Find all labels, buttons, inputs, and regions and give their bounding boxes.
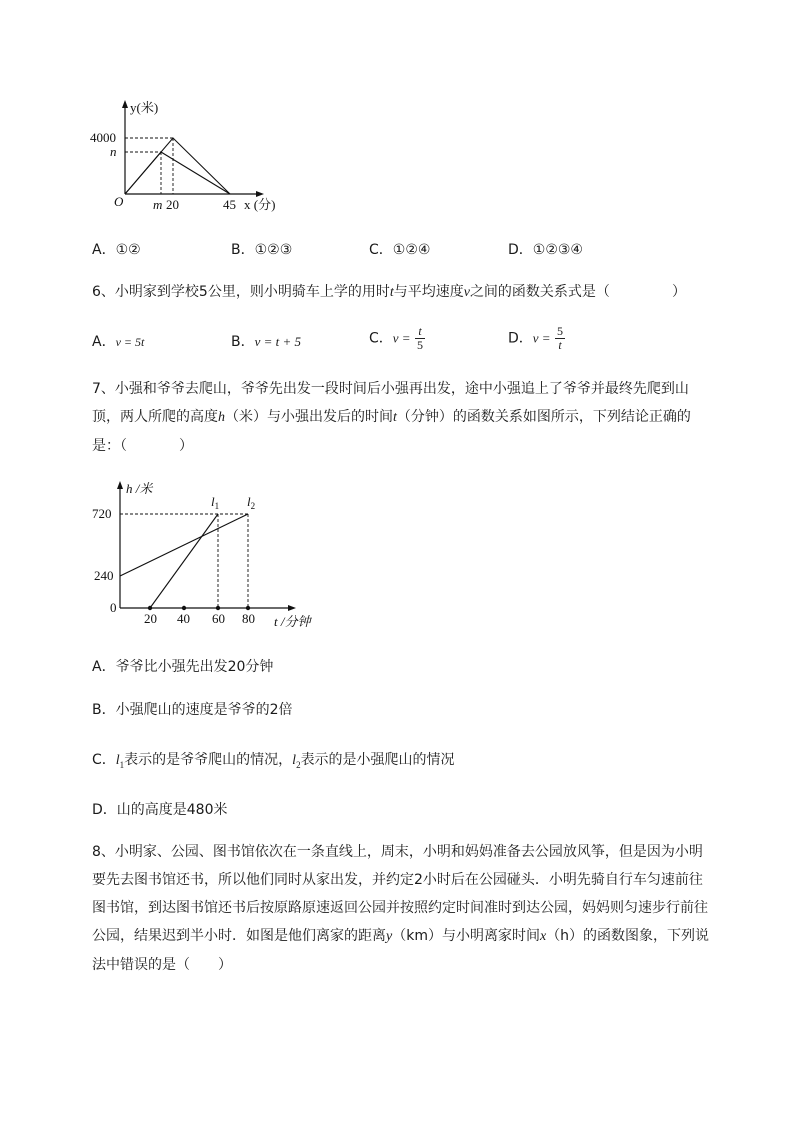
graph2-tick-40: 40 bbox=[177, 611, 190, 626]
graph2-tick-60: 60 bbox=[212, 611, 225, 626]
graph1-y-label: y(米) bbox=[130, 100, 159, 115]
graph1-origin: O bbox=[114, 194, 124, 209]
graph-height-time bbox=[88, 478, 328, 636]
q6-option-b-expr: v = t + 5 bbox=[254, 334, 302, 349]
graph2-x-label: t /分钟 bbox=[274, 614, 311, 629]
q6-stem-b: 与平均速度 bbox=[393, 284, 464, 300]
graph2-y-label-text: h /米 bbox=[126, 481, 153, 496]
q5-option-a-letter: A． bbox=[92, 242, 116, 258]
graph1-tick-4000: 4000 bbox=[90, 130, 116, 145]
tick-dot-20 bbox=[148, 606, 152, 610]
graph2-tick-80: 80 bbox=[242, 611, 255, 626]
line-outbound-return bbox=[125, 138, 230, 194]
q6-option-c-num: t bbox=[415, 325, 425, 339]
q7-line2: 顶，两人所爬的高度h（米）与小强出发后的时间t（分钟）的函数关系如图所示，下列结论正确的 bbox=[92, 409, 691, 425]
q6-option-c-den: 5 bbox=[417, 338, 424, 352]
line-l1 bbox=[150, 514, 218, 608]
q5-option-b-letter: B． bbox=[231, 242, 255, 258]
y-axis-arrow bbox=[117, 481, 123, 489]
q7-option-a[interactable]: A．爷爷比小强先出发20分钟 bbox=[92, 659, 274, 675]
q7-line1: 7、小强和爷爷去爬山，爷爷先出发一段时间后小强再出发，途中小强追上了爷爷并最终先爬到山 bbox=[92, 381, 689, 397]
graph-distance-time bbox=[80, 98, 290, 218]
q6-option-d-den: t bbox=[558, 338, 562, 352]
q7-stem bbox=[92, 375, 752, 460]
q7-var-t: t bbox=[393, 410, 397, 425]
q8-line1: 8、小明家、公园、图书馆依次在一条直线上，周末，小明和妈妈准备去公园放风筝，但是因为小明 bbox=[92, 844, 703, 860]
q8-var-x: x bbox=[539, 929, 547, 944]
q6-stem-a: 6、小明家到学校5公里，则小明骑车上学的用时 bbox=[92, 284, 390, 300]
line-l2 bbox=[120, 514, 248, 576]
q6-option-c-fraction bbox=[415, 325, 425, 352]
q6-var-v: v bbox=[463, 285, 470, 300]
q6-stem-c: 之间的函数关系式是（ bbox=[469, 284, 610, 300]
q5-option-d-letter: D． bbox=[508, 242, 533, 258]
line-second-path bbox=[125, 152, 230, 194]
q7-option-c-l1: $l_1$ bbox=[115, 753, 125, 770]
tick-dot-80 bbox=[246, 606, 250, 610]
q7-option-c[interactable]: C．$l_1$表示的是爷爷爬山的情况，$l_2$表示的是小强爬山的情况 bbox=[92, 752, 455, 770]
q8-line4: 公园，结果迟到半小时．如图是他们离家的距离y（km）与小明离家时间x（h）的函数图象，下列说 bbox=[92, 928, 710, 944]
graph2-tick-240: 240 bbox=[94, 568, 114, 583]
q5-option-b[interactable] bbox=[231, 240, 292, 260]
q6-option-a-expr: v = 5t bbox=[115, 335, 145, 349]
tick-dot-60 bbox=[216, 606, 220, 610]
q7-line3: 是：（ ） bbox=[92, 438, 193, 454]
q8-stem bbox=[92, 838, 752, 979]
q5-option-a[interactable] bbox=[92, 240, 141, 260]
graph2-tick-720: 720 bbox=[92, 506, 112, 521]
q5-option-a-text: ①② bbox=[115, 242, 141, 258]
graph2-origin: 0 bbox=[110, 600, 117, 615]
graph2-y-label bbox=[126, 481, 153, 496]
graph1-tick-n: n bbox=[110, 144, 117, 159]
q7-var-h: h bbox=[218, 410, 225, 425]
q8-line3: 图书馆，到达图书馆还书后按原路原速返回公园并按照约定时间准时到达公园，妈妈则匀速步行前往 bbox=[92, 900, 708, 916]
q6-option-c-lhs: v = bbox=[392, 330, 411, 346]
q6-option-d-lhs: v = bbox=[532, 330, 551, 346]
q7-option-d[interactable]: D．山的高度是480米 bbox=[92, 802, 228, 818]
q6-option-c[interactable] bbox=[369, 325, 425, 352]
x-axis-arrow bbox=[288, 605, 296, 611]
q6-option-c-letter: C． bbox=[369, 330, 393, 347]
graph1-tick-20: 20 bbox=[166, 197, 179, 212]
tick-dot-40 bbox=[182, 606, 186, 610]
q5-option-c-text: ①②④ bbox=[392, 242, 431, 258]
q6-option-b-letter: B． bbox=[231, 334, 255, 350]
graph2-label-l1: $l_1$ bbox=[211, 494, 220, 511]
q7-option-b[interactable]: B．小强爬山的速度是爷爷的2倍 bbox=[92, 702, 293, 718]
q6-option-a-letter: A． bbox=[92, 334, 116, 350]
q6-option-d-letter: D． bbox=[508, 330, 533, 347]
q6-var-t: t bbox=[389, 285, 394, 300]
graph2-tick-20: 20 bbox=[144, 611, 157, 626]
q5-option-b-text: ①②③ bbox=[254, 242, 293, 258]
q6-stem-end: ） bbox=[671, 284, 686, 300]
q5-option-c[interactable] bbox=[369, 240, 430, 260]
q5-option-c-letter: C． bbox=[369, 242, 393, 258]
q5-option-d-text: ①②③④ bbox=[532, 242, 583, 258]
q6-option-b[interactable] bbox=[231, 332, 301, 352]
graph1-tick-45: 45 bbox=[223, 197, 236, 212]
q7-option-c-l2: $l_2$ bbox=[292, 753, 301, 770]
graph1-tick-m: m bbox=[153, 197, 163, 212]
graph1-x-label: x (分) bbox=[244, 197, 276, 212]
y-axis-arrow bbox=[122, 100, 128, 108]
graph2-label-l2: $l_2$ bbox=[247, 494, 256, 511]
q5-option-d[interactable] bbox=[508, 240, 583, 260]
q6-option-d-fraction bbox=[555, 325, 565, 352]
q6-option-a[interactable] bbox=[92, 332, 144, 352]
q8-line5: 法中错误的是（ ） bbox=[92, 957, 232, 973]
q8-line2: 要先去图书馆还书，所以他们同时从家出发，并约定2小时后在公园碰头．小明先骑自行车匀速前往 bbox=[92, 872, 703, 888]
q6-stem bbox=[92, 282, 686, 303]
q6-option-d-num: 5 bbox=[557, 324, 564, 338]
q8-var-y: y bbox=[386, 929, 393, 944]
q6-option-d[interactable] bbox=[508, 325, 565, 352]
